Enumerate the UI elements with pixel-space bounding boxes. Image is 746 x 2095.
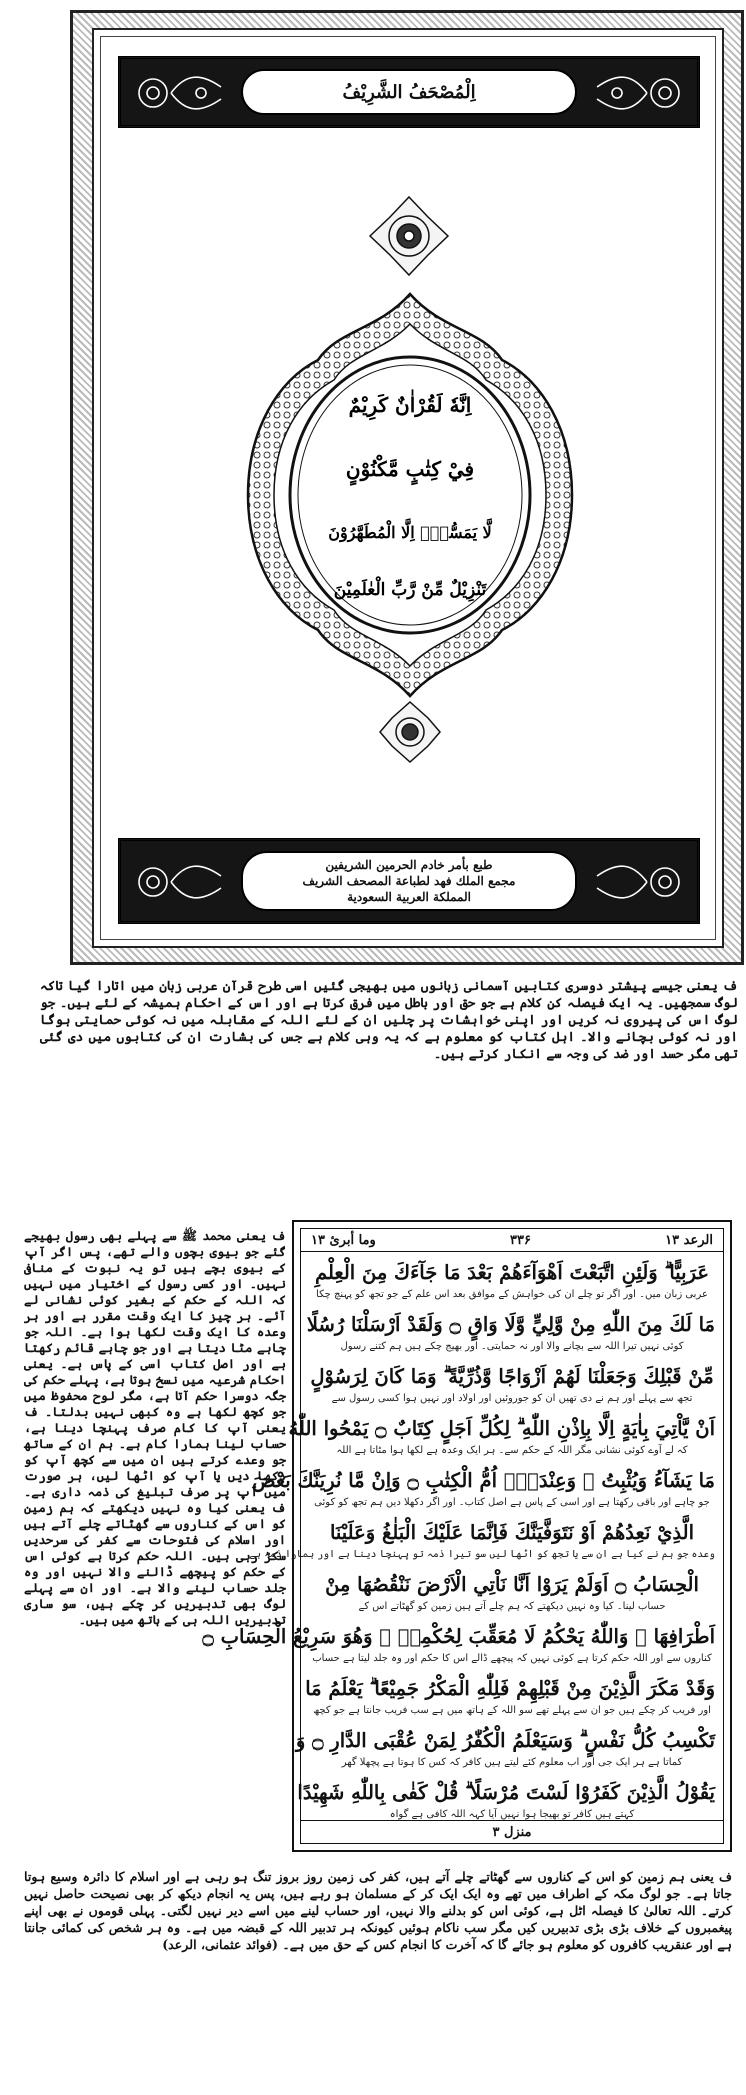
translation-line: اور فریب کر چکے ہیں جو ان سے پہلے تھے سو اللہ کے ہاتھ میں ہے سب فریب جانتا ہے جو کچھ	[313, 1705, 711, 1716]
commentary-notes-column: ف یعنی محمد ﷺ سے پہلے بھی رسول بھیجے گئے جو بیوی بچوں والے تھے، پس اگر آپ کے بیوی بچے ہیں تو یہ نبوت کے منافی نہیں۔ اور کسی رسول کے اختیار میں نہیں کہ اللہ کے حکم کے بغیر کوئی نشانی لے آئے۔ ہر چیز کا ایک وقت مقرر ہے اور ہر وعدہ کا ایک وقت لکھا ہوا ہے۔ اللہ جو چاہے مٹا دیتا ہے اور جو چاہے قائم رکھتا ہے اور اصل کتاب اسی کے پاس ہے۔ یعنی احکام شرعیہ میں نسخ ہوتا ہے، پہلے حکم کی جگہ دوسرا حکم آتا ہے، مگر لوح محفوظ میں جو کچھ لکھا ہے وہ کبھی نہیں بدلتا۔ ف یعنی آپ کا کام صرف پہنچا دینا ہے، حساب لینا ہمارا کام ہے۔ ہم ان کے ساتھ جو وعدے کرتے ہیں ان میں سے کچھ آپ کو دکھا دیں یا آپ کو اٹھا لیں، ہر صورت میں آپ پر صرف تبلیغ کی ذمہ داری ہے۔ ف یعنی کیا وہ نہیں دیکھتے کہ ہم زمین کو اس کے کناروں سے گھٹاتے چلے آتے ہیں اور اسلام کی فتوحات سے کفر کی سرحدیں سکڑ رہی ہیں۔ اللہ حکم کرتا ہے کوئی اس کے حکم کو پیچھے ڈالنے والا نہیں اور وہ جلد حساب لینے والا ہے۔ اور ان سے پہلے لوگ بھی تدبیریں کر چکے ہیں، سو ساری تدبیریں اللہ ہی کے ہاتھ میں ہیں۔	[24, 1228, 286, 1627]
translation-line: کناروں سے اور اللہ حکم کرتا ہے کوئی نہیں کہ پیچھے ڈالے اس کا حکم اور وہ جلد لیتا ہے حساب	[312, 1653, 712, 1664]
commentary-bottom-paragraph: ف یعنی ہم زمین کو اس کے کناروں سے گھٹاتے چلے آتے ہیں، کفر کی زمین روز بروز تنگ ہو رہی ہے اور اسلام کا دائرہ وسیع ہوتا جاتا ہے۔ جو لوگ مکہ کے اطراف میں تھے وہ ایک ایک کر کے مسلمان ہو رہے ہیں، پس یہ انجام دیکھ کر بھی نصیحت حاصل نہیں کرتے۔ اللہ تعالیٰ کا فیصلہ اٹل ہے، کوئی اس کو بدلنے والا نہیں، اور حساب لینے میں اسے دیر نہیں لگتی۔ پہلی قوموں نے بھی اپنے پیغمبروں کے خلاف بڑی بڑی تدبیریں کیں مگر سب ناکام ہوئیں کیونکہ ہر تدبیر اللہ کے قبضہ میں ہے۔ وہ ہر شخص کی کمائی جانتا ہے اور عنقریب کافروں کو معلوم ہو جائے گا کہ آخرت کا انجام کس کے حق میں ہے۔ (فوائد عثمانی، الرعد)	[24, 1869, 732, 1952]
publisher-line: مجمع الملك فهد لطباعة المصحف الشريف	[302, 873, 516, 888]
cover-bottom-band	[118, 838, 700, 924]
medallion-line: لَّا يَمَسُّهٗۤ اِلَّا الْمُطَهَّرُوْنَ	[328, 523, 492, 542]
verse-line: تَكْسِبُ كُلُّ نَفْسٍ ۗ وَسَيَعْلَمُ الْكُفّٰرُ لِمَنْ عُقْبَى الدَّارِ ۝ وَ	[295, 1729, 715, 1752]
verse-line: اَطْرَافِهَا ۗ وَاللّٰهُ يَحْكُمُ لَا مُعَقِّبَ لِحُكْمِهٖ ۗ وَهُوَ سَرِيْعُ الْحِسَابِ ۝	[202, 1625, 715, 1648]
translation-line: تجھ سے پہلے اور ہم نے دی تھیں ان کو جوروئیں اور اولاد اور نہیں ہوا کسی رسول سے	[331, 1393, 693, 1404]
cover-top-band	[118, 56, 700, 128]
medallion-line: تَنْزِيْلٌ مِّنْ رَّبِّ الْعٰلَمِيْنَ	[333, 580, 487, 600]
verse-box-footer	[301, 1820, 723, 1843]
medallion-line: فِيْ كِتٰبٍ مَّكْنُوْنٍ	[345, 457, 475, 481]
manzil-label: منزل ۳	[492, 1824, 532, 1840]
cover-title-text: اِلْمُصْحَفُ الشَّرِيْفُ	[342, 81, 476, 103]
floral-ornament-icon	[131, 67, 231, 119]
small-rosette-ornament	[368, 195, 450, 277]
verse-box-header	[301, 1229, 723, 1252]
medallion-calligraphy	[290, 365, 530, 635]
translation-line: وعدہ جو ہم نے کیا ہے ان سے یا تجھ کو اٹھا لیں سو تیرا ذمہ تو پہنچا دینا ہے اور ہمارا ذمہ ہے	[249, 1549, 715, 1560]
juz-name: وما أبرئ ۱۳	[311, 1232, 376, 1248]
verse-line: الْحِسَابُ ۝ اَوَلَمْ يَرَوْا اَنَّا نَاْتِي الْاَرْضَ نَنْقُصُهَا مِنْ	[325, 1573, 699, 1596]
lower-rosette-ornament	[378, 700, 442, 764]
translation-line: عربی زبان میں۔ اور اگر تو چلے ان کی خواہش کے موافق بعد اس علم کے جو تجھ کو پہنچ چکا	[316, 1289, 708, 1300]
medallion-line: اِنَّهٗ لَقُرْاٰنٌ كَرِيْمٌ	[348, 393, 472, 417]
floral-ornament-icon	[587, 67, 687, 119]
commentary-intro-paragraph: ف یعنی جیسے پیشتر دوسری کتابیں آسمانی زبانوں میں بھیجی گئیں اسی طرح قرآن عربی زبان میں اتارا گیا تاکہ لوگ سمجھیں۔ یہ ایک فیصلہ کن کلام ہے جو حق اور باطل میں فرق کرتا ہے اور اس کے احکام ہمیشہ کے لئے ہیں۔ جو لوگ اس کی پیروی نہ کریں اور اپنی خواہشات پر چلیں ان کے لئے اللہ کے مقابلہ میں نہ کوئی حمایتی ہوگا اور نہ کوئی بچانے والا۔ اہل کتاب کو معلوم ہے کہ یہ وہی کلام ہے جس کی بشارت ان کی کتابوں میں دی گئی تھی مگر حسد اور ضد کی وجہ سے انکار کرتے ہیں۔	[40, 979, 738, 1062]
translation-line: کہ لے آوے کوئی نشانی مگر اللہ کے حکم سے۔ ہر ایک وعدہ ہے لکھا ہوا مٹاتا ہے اللہ	[336, 1445, 688, 1456]
cover-title-cartouche	[241, 69, 577, 115]
verse-line: مَا لَكَ مِنَ اللّٰهِ مِنْ وَّلِيٍّ وَّلَا وَاقٍ ۝ وَلَقَدْ اَرْسَلْنَا رُسُلًا	[306, 1313, 715, 1336]
verse-line: مَا يَشَآءُ وَيُثْبِتُ ۚ وَعِنْدَهٗۤ اُمُّ الْكِتٰبِ ۝ وَاِنْ مَّا نُرِيَنَّكَ بَعْضَ	[251, 1469, 715, 1492]
verse-box-inner	[202, 1228, 724, 1844]
floral-ornament-icon	[587, 856, 687, 908]
translation-line: حساب لینا۔ کیا وہ نہیں دیکھتے کہ ہم چلے آتے ہیں زمین کو گھٹاتے اس کے	[358, 1601, 666, 1612]
cover-publisher-cartouche	[241, 851, 577, 911]
page-number: ۳۳۶	[510, 1232, 531, 1248]
translation-line: کماتا ہے ہر ایک جی اور اب معلوم کئے لیتے ہیں کافر کہ کس کا ہوتا ہے پچھلا گھر	[341, 1757, 683, 1768]
translation-line: کہتے ہیں کافر تو بھیجا ہوا نہیں آیا کہہ اللہ کافی ہے گواہ	[389, 1809, 635, 1820]
quran-verse-box	[202, 1220, 732, 1852]
surah-name: الرعد ۱۳	[665, 1232, 713, 1248]
verse-line: عَرَبِيًّا ۗ وَلَئِنِ اتَّبَعْتَ اَهْوَآءَهُمْ بَعْدَ مَا جَآءَكَ مِنَ الْعِلْمِ	[314, 1261, 709, 1284]
floral-ornament-icon	[131, 856, 231, 908]
verse-line: اَنْ يَّاْتِيَ بِاٰيَةٍ اِلَّا بِاِذْنِ اللّٰهِ ۗ لِكُلِّ اَجَلٍ كِتَابٌ ۝ يَمْحُوا اللّٰهُ	[288, 1417, 715, 1440]
verse-line: مِّنْ قَبْلِكَ وَجَعَلْنَا لَهُمْ اَزْوَاجًا وَّذُرِّيَّةً ۗ وَمَا كَانَ لِرَسُوْلٍ	[310, 1365, 714, 1388]
translation-line: کوئی نہیں تیرا اللہ سے بچانے والا اور نہ حمایتی۔ اور بھیج چکے ہیں ہم کتنے رسول	[340, 1341, 684, 1352]
verse-line: الَّذِيْ نَعِدُهُمْ اَوْ نَتَوَفَّيَنَّكَ فَاِنَّمَا عَلَيْكَ الْبَلٰغُ وَعَلَيْنَا	[329, 1521, 695, 1544]
verse-line: يَقُوْلُ الَّذِيْنَ كَفَرُوْا لَسْتَ مُرْسَلًا ۗ قُلْ كَفٰى بِاللّٰهِ شَهِيْدًا	[297, 1781, 715, 1804]
publisher-line: طبع بأمر خادم الحرمين الشريفين	[325, 857, 493, 872]
publisher-line: المملكة العربية السعودية	[347, 890, 471, 905]
translation-line: جو چاہے اور باقی رکھتا ہے اور اسی کے پاس ہے اصل کتاب۔ اور اگر دکھلا دیں ہم تجھ کو کوئی	[314, 1497, 710, 1508]
verse-line: وَقَدْ مَكَرَ الَّذِيْنَ مِنْ قَبْلِهِمْ فَلِلّٰهِ الْمَكْرُ جَمِيْعًا ۗ يَعْلَمُ مَا	[305, 1677, 715, 1700]
